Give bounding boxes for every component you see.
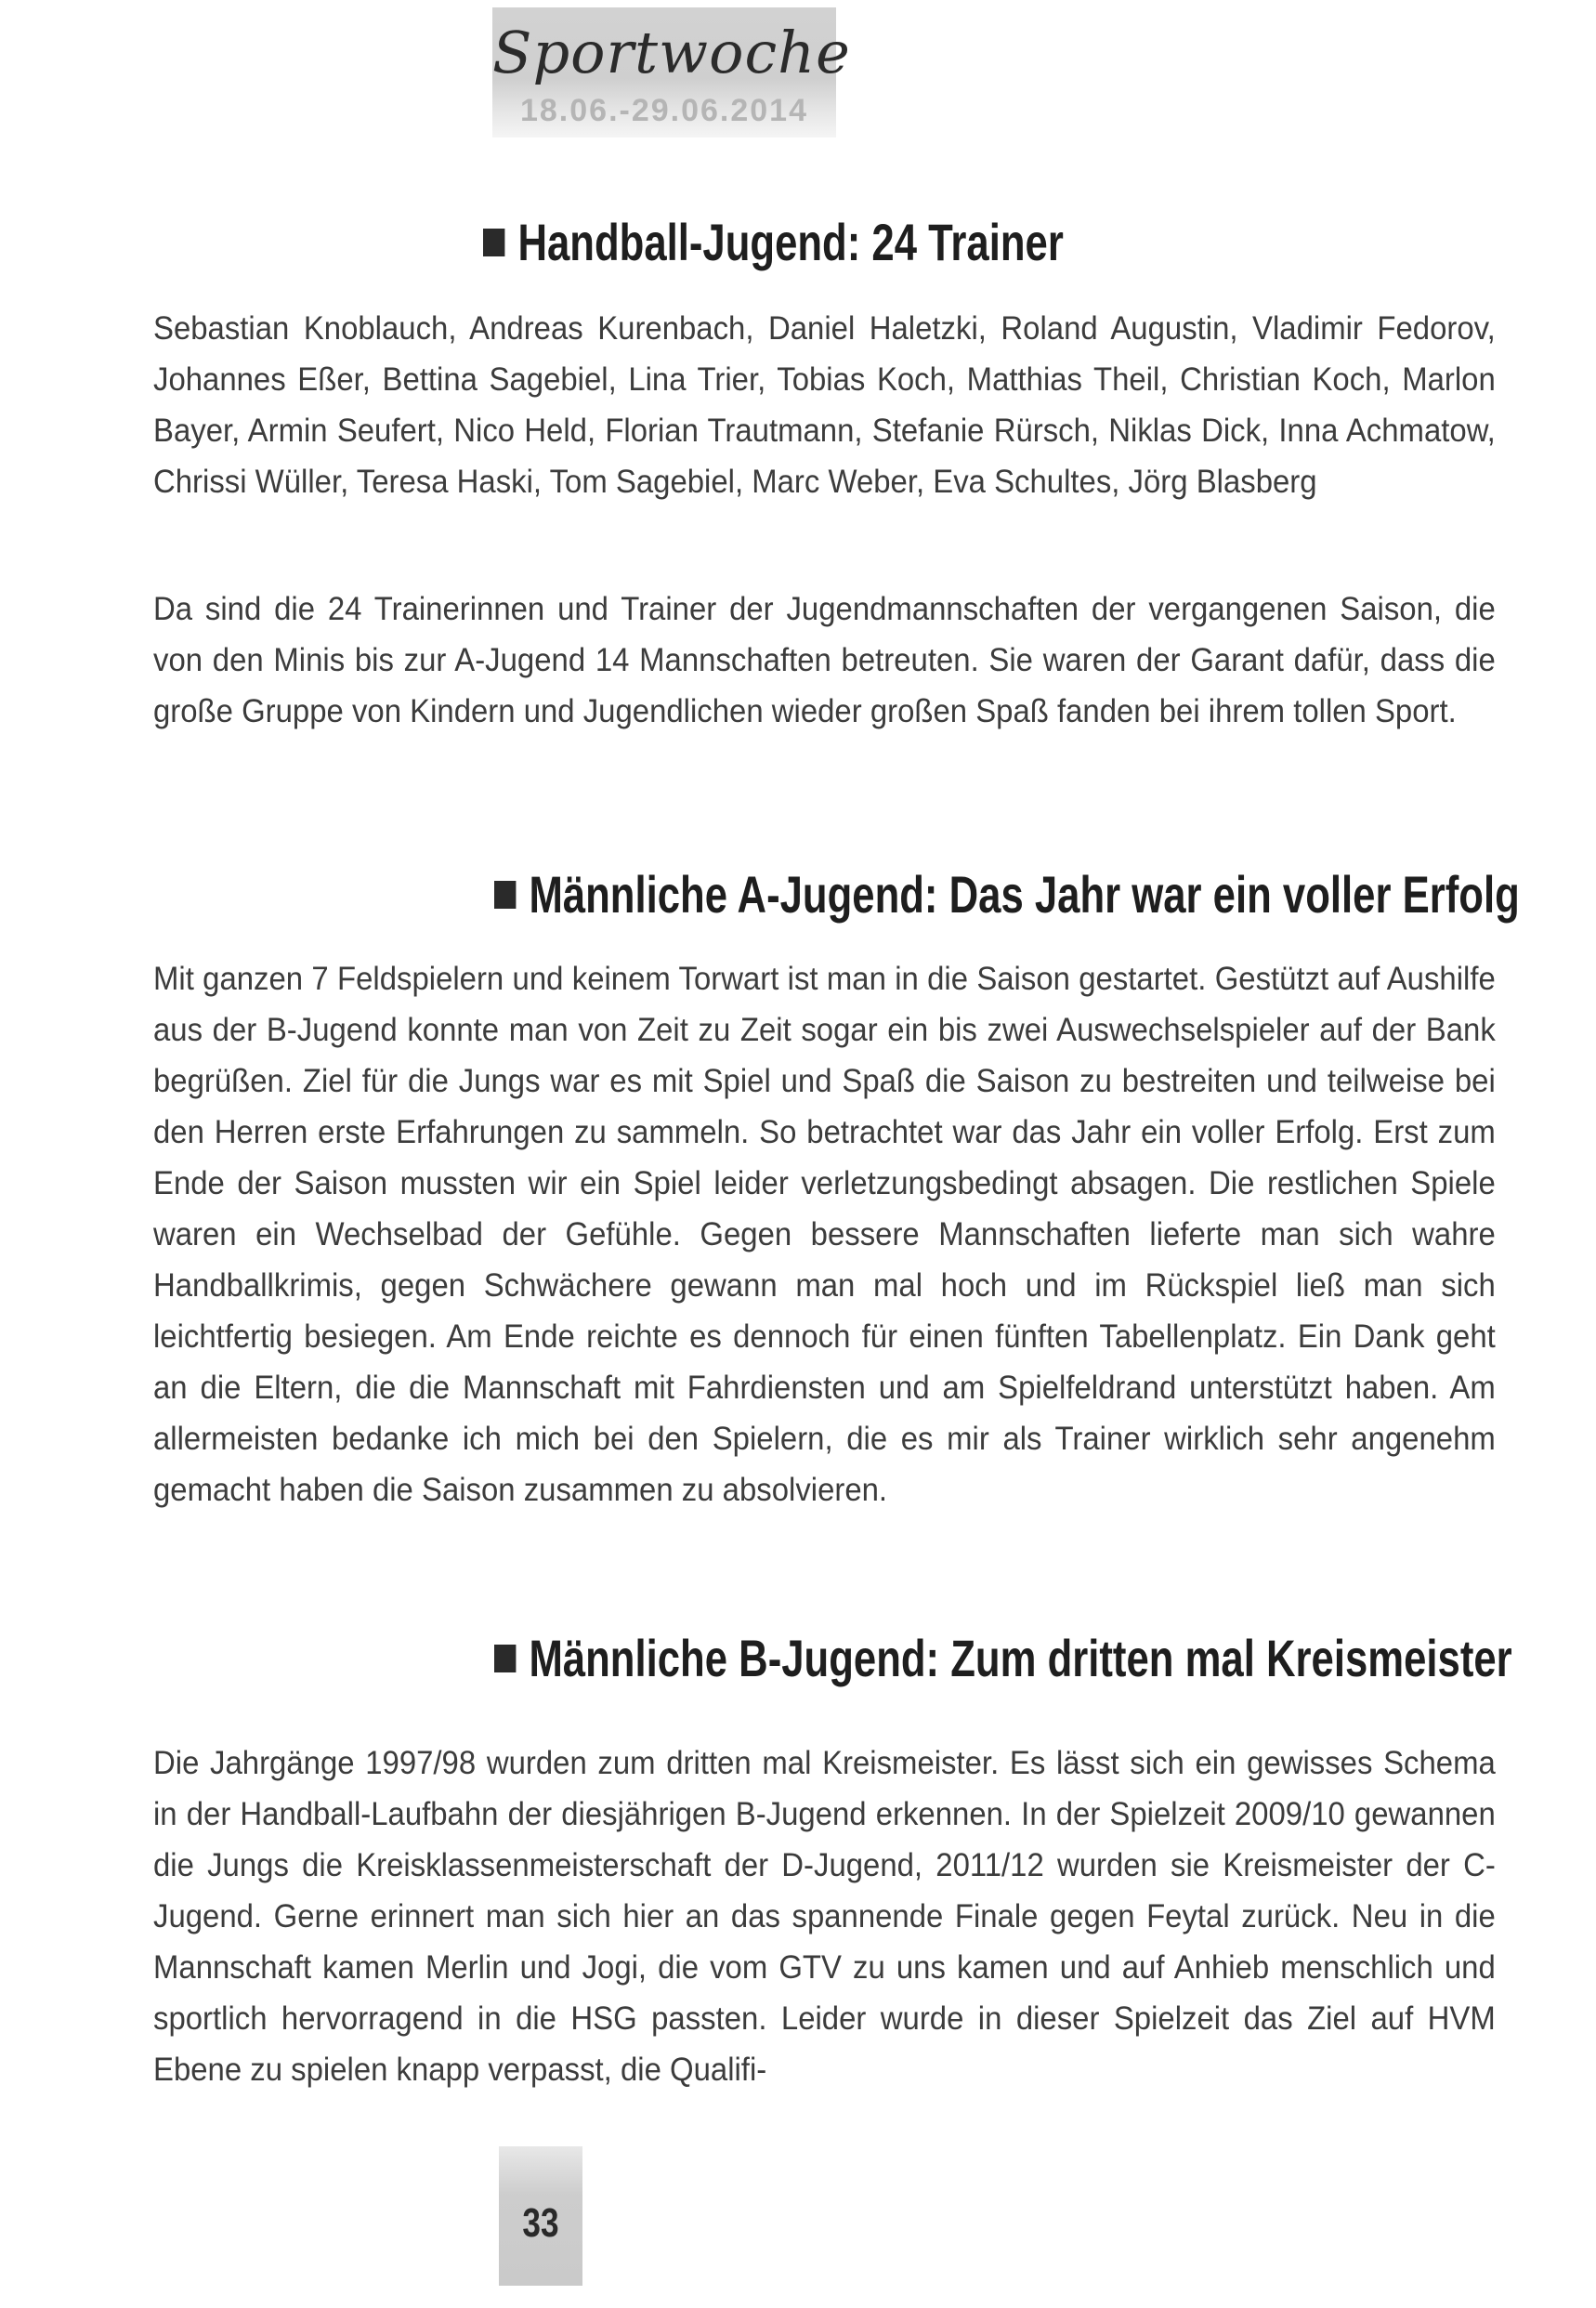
page-number-box — [499, 2146, 582, 2286]
paragraph-a-jugend: Mit ganzen 7 Feldspielern und keinem Torwart ist man in die Saison gestartet. Gestützt auf Aushilfe aus der B-Jugend konnte man von Zeit zu Zeit sogar ein bis zwei Auswechselspieler auf der Bank begrüßen. Ziel für die Jungs war es mit Spiel und Spaß die Saison zu bestreiten und teilweise bei den Herren erste Erfahrungen zu sammeln. So betrachtet war das Jahr ein voller Erfolg. Erst zum Ende der Saison mussten wir ein Spiel leider verletzungsbedingt absagen. Die restlichen Spiele waren ein Wechselbad der Gefühle. Gegen bessere Mannschaften lieferte man sich wahre Handballkrimis, gegen Schwächere gewann man mal hoch und im Rückspiel ließ man sich leichtfertig besiegen. Am Ende reichte es dennoch für einen fünften Tabellenplatz. Ein Dank geht an die Eltern, die die Mannschaft mit Fahrdiensten und am Spielfeldrand unterstützt haben. Am allermeisten bedanke ich mich bei den Spielern, die es mir als Trainer wirklich sehr angenehm gemacht haben die Saison zusammen zu absolvieren. — [153, 961, 1496, 1508]
section-heading-trainer — [483, 212, 1064, 272]
header-title: Sportwoche — [492, 19, 851, 86]
section-heading-text: Handball-Jugend: 24 Trainer — [517, 213, 1064, 271]
section-heading-text: Männliche B-Jugend: Zum dritten mal Kreismeister — [529, 1629, 1512, 1687]
square-bullet-icon — [494, 881, 516, 909]
header-date: 18.06.-29.06.2014 — [519, 93, 809, 128]
page-number: 33 — [522, 2200, 559, 2246]
section-heading-text: Männliche A-Jugend: Das Jahr war ein voller Erfolg — [529, 865, 1520, 924]
square-bullet-icon — [483, 229, 504, 256]
section-heading-b-jugend — [494, 1628, 1512, 1688]
square-bullet-icon — [494, 1645, 516, 1672]
paragraph-trainer-summary: Da sind die 24 Trainerinnen und Trainer der Jugendmannschaften der vergangenen Saison, die von den Minis bis zur A-Jugend 14 Mannschaften betreuten. Sie waren der Garant dafür, dass die große Gruppe von Kindern und Jugendlichen wieder großen Spaß fanden bei ihrem tollen Sport. — [153, 591, 1496, 729]
paragraph-trainer-names: Sebastian Knoblauch, Andreas Kurenbach, Daniel Haletzki, Roland Augustin, Vladimir Fedorov, Johannes Eßer, Bettina Sagebiel, Lina Trier, Tobias Koch, Matthias Theil, Christian Koch, Marlon Bayer, Armin Seufert, Nico Held, Florian Trautmann, Stefanie Rürsch, Niklas Dick, Inna Achmatow, Chrissi Wüller, Teresa Haski, Tom Sagebiel, Marc Weber, Eva Schultes, Jörg Blasberg — [153, 310, 1496, 500]
section-heading-a-jugend — [494, 864, 1520, 925]
header-banner — [492, 7, 851, 138]
paragraph-b-jugend: Die Jahrgänge 1997/98 wurden zum dritten mal Kreismeister. Es lässt sich ein gewisses Schema in der Handball-Laufbahn der diesjährigen B-Jugend erkennen. In der Spielzeit 2009/10 gewannen die Jungs die Kreisklassenmeisterschaft der D-Jugend, 2011/12 wurden sie Kreismeister der C-Jugend. Gerne erinnert man sich hier an das spannende Finale gegen Feytal zurück. Neu in die Mannschaft kamen Merlin und Jogi, die vom GTV zu uns kamen und auf Anhieb menschlich und sportlich hervorragend in die HSG passten. Leider wurde in dieser Spielzeit das Ziel auf HVM Ebene zu spielen knapp verpasst, die Qualifi- — [153, 1745, 1496, 2088]
